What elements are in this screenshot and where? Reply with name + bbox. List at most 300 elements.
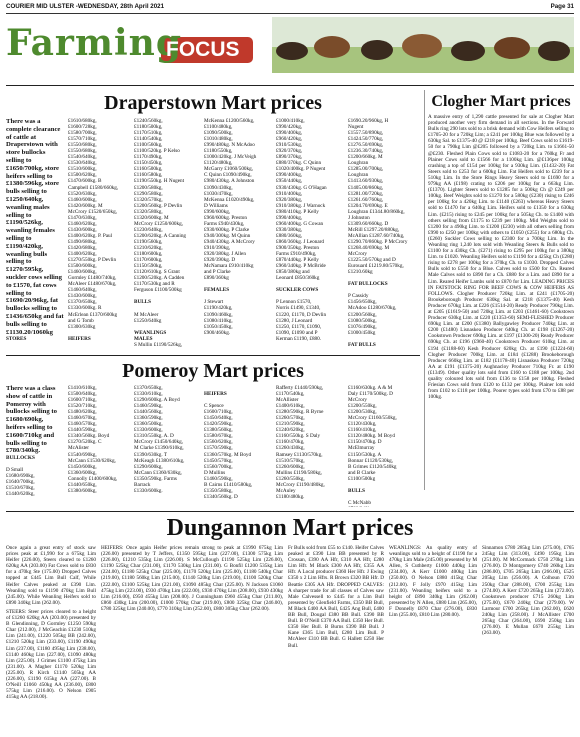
price-line: McAdoo £1280/670kg, — [348, 305, 397, 312]
price-line: £940/430kg. A McCrory — [204, 238, 255, 245]
dungannon-title: Dungannon Mart prices — [166, 515, 414, 541]
price-line: £1309.60/660kg. D — [348, 220, 389, 227]
price-line: B Cairns £1410/580kg, — [204, 481, 253, 488]
price-line: £990/480kg. N McAdoo — [204, 142, 255, 149]
price-line: £1000/420kg. J McVeigh — [204, 154, 257, 161]
price-line: C Quinn £1090/490kg, — [204, 172, 252, 179]
price-line: £910/400kg, — [276, 190, 303, 197]
masthead — [0, 17, 580, 77]
price-line: £950/440kg, — [276, 178, 303, 185]
price-line: £1090/460kg, — [204, 311, 233, 318]
clogher-body: A massive entry of 1,290 cattle presented for sale at Clogher Mart produced another very firm demand in all sections. In the Forward Bulls ring 290 lots sold to a brisk demand with Cow Heifers selling to £1705-20 for a 720kg Lim; a £241 per 100kg Blue was followed by a 630kg Sal. to £1375-40 @ £218 per 100kg. Beef Cows sold to £1619-50 for a 790kg Lim @£205 followed by a 720kg Lim. to £1661-50 @£230. Fleshed Plain Cows sold to £1083-20 for a 760kg Fr and Plainer Cows sold to £1566 for a 1100kg Lim. @£136per 100kg crashing a top of £154 per 100kg for a 930kg Lim. (£1432-20) Fat Steers sold to £253 for a 600kg Lim. Fat Heifers sold to £239 for a 510kg Lim. In the Store Rings Heavy Steers sold to £1690 for a 979kg AA (£198) crating to £206 per 100kg for a 663kg Lim. (£1370). Lighter Steers sold to £1285 for a 500kg Ch @ £249 per 100kg. Beef Weights sold to £1270 for a 580kg (£230) rising to £246 per 100kg for a 420kg Lim. to £1140 (£263) whereas Heavy Steers sold to £1470 for a 640kg Lim. Heifers sold to £1350 for a 630kg Lim. (£215) rising to £245 per 100kg for a 505kg Ch. to £1400 with others selling from £1175 to £239 per 100kg. Mid Weights sold to £1200 for a 490kg Lim. to £1200 (£230) with all others selling from £990 to £250 per 100kg with others to £1050 (£255) for a 680kg Ch. (£260) Suckler Cows selling to £2300 for a 700kg Lim. In the Weanling ring 1,240 lots sold with Weanling Steers & Bulls sold to £1100 for a 430kg Ch. (£271) rising to £295 per 100kg for a 380kg Lim. to £1020. Weanling Heifers sold to £1190 for a 425kg Ch (£280) rising to £278 per 100kg for a 370kg Ch. to £1030. Dropped Calves Bulls sold to £550 for a Blue. Calves sold to £500 for Ch. Reared Male Calves sold to £890 for a Ch. £880 for a Lim. and £890 for a Lim. Reared Heifer Lambs sold to £870 for Lim. LEADING PRICES IN FATSTOCK RING FOR BEEF COWS & COW HEIFERS AS FOLLOWS. Clogher Producer 720kg Lim. at £241 (£1705-20) Brookeborough Producer 630kg Sal. at £218 (£1375-40) Kesh Producer 670kg Lim. at £226 (£1514-20) Ready Producer 790kg Lim. at £205 (£1619-50) and 720kg Lim. at £203 (£1461-60) Cookstown Producer 630kg Lim. at £220 (£1353-60) SEMI-FLESHED Producer 690kg Lim. at £200 (£1380) Ballygawley Producer 740kg Lim. at £200 (£1480) Lisnaskea Producer 640kg Ch. at £198 (£1267-20) Cookstown Producer 690kg Lim. at £197 (£1300-20) Ready Producer 690kg Ch. at £196 (£960-40) Cookstown Producer 610kg Lim. at £194 (£1188-60) Kesh Producer 620kg Ch. at £190 (£1224-60) Clogher Producer 700kg Lim. at £184 (£1288) Brookeborough Producer 660kg Lim. at £182 (£1178-40) Lisnaskea Producer 720kg AA at £191 (£1375-20) Aughnacloy Producer 710kg Fr. at £190 (£1349). Other quality lots sold from £160 to £188 per 100kg. 2nd quality coloured lots sold from £136 to £158 per 100kg. Fleshed Friesian Cows sold from £120 to £132 per 100kg. Plainer lots sold from £102 to £118 per 100kg. Poorer types sold from £70 to £88 per 100kg. — [428, 114, 574, 401]
price-line: £1290/600kg. A Boyd — [134, 397, 180, 404]
price-line: £1440/650kg, — [68, 481, 97, 488]
price-line: £1120/610kg. S Grant — [134, 269, 180, 276]
farming-word: Farming — [6, 22, 182, 64]
price-line: £1400/620kg. P. Paul — [68, 232, 113, 239]
price-line: £1360/570kg. M Boyd — [204, 451, 252, 458]
price-line: £1330/600kg. R — [68, 305, 102, 312]
cow-4 — [402, 34, 442, 58]
price-line: D Small — [6, 467, 24, 474]
price-line: £1680/690kg, — [6, 473, 35, 480]
pomeroy-intro: There was a class show of cattle in Pomeroy with bullocks selling to £1680/690kg, heifers selling to £1600/710kg and bulls selling to £780/340kg. — [6, 385, 57, 455]
price-line: £1190/560kg, — [134, 238, 163, 245]
dungannon-intro: Once again a great entry of stock saw prices peak at £1,990 for a 675kg Lim Heifer (226.00), Steers cleared to £1260 620kg AA (203.00) Fat Cows sold to £830 for a 470kg Ste (175.00) Dropped Calves topped at £445 Lim Bull Calf, While Heifer Calves peaked at £390 Lim. Weanling sold to £1190 470kg Lim Bull (245.00). While Weanling Heifers sold to £890 340kg Lim (262.00). — [6, 545, 96, 606]
price-line: Barrack — [134, 481, 151, 488]
price-line: McAuley — [276, 487, 296, 494]
price-line: £1460/640kg, — [68, 287, 97, 294]
dungannon-weanlings-cont: Sinnamon £780 285kg Lim (275.00), £765 245kg Lim (313.00), £490 195kg Lim (251.00). M McCormack £750 270kg Lim (276.00). D Montgomery £740 260kg Lim (286.00), £705 265kg Lim (266.00), £525 205kg Lim (256.00). A Colhoun £720 250kg Char (288.00), £700 255kg Lim (274.00). A Kerr £720 265kg Lim (272.00). Cookstown producer £715 260kg Lim (275.00), £670 240kg Char (279.00). W Larmour £700 265kg Lim (262.00), £620 240kg Lim (258.00). J McAllister £700 265kg Char (264.00), £690 250kg Lim (276.00). E Mullan £670 255kg Lim (263.00). — [482, 545, 574, 637]
draperstown-col-6 — [348, 118, 420, 348]
price-line: B Grimes £1120/540kg — [348, 463, 397, 470]
price-line: £1120/480kg, — [204, 160, 233, 167]
price-line: £1360/590kg, — [134, 415, 163, 422]
price-line: £1610/680kg, — [68, 118, 97, 124]
price-line: £1370/650kg, — [134, 385, 163, 391]
price-line: £1470/630kg, — [68, 214, 97, 221]
price-line: Ferguson £1100/500kg — [134, 287, 182, 294]
price-line: £1320/600kg. M — [134, 214, 169, 221]
price-line: £1460/620kg, — [68, 220, 97, 227]
price-line: £1510/570kg, — [276, 457, 305, 464]
price-line: £1500/640kg, — [68, 391, 97, 398]
price-line: £1210/590kg, — [276, 421, 305, 428]
price-line: £1560/700kg, — [204, 463, 233, 470]
price-line: £1180/480kg. — [276, 493, 305, 500]
cow-5 — [451, 41, 485, 61]
price-line: £930/430kg. G O'Hagan — [276, 184, 327, 191]
price-line: £1420/680kg, — [68, 244, 97, 251]
price-line: McKeagh £1380/610kg, — [134, 457, 185, 464]
pomeroy-col-4 — [204, 385, 272, 507]
dungannon-col-1 — [6, 545, 96, 733]
price-line: McCrory £1450/640kg, — [134, 439, 183, 446]
price-line: £1360/500kg, — [134, 421, 163, 428]
price-line: Bonnar £1120/530kg, — [348, 457, 394, 464]
price-line: Norris £1490, £1340, — [276, 305, 321, 312]
price-line — [348, 506, 420, 507]
price-line: £1530/640kg, — [68, 160, 97, 167]
price-line: McElmurray — [348, 445, 375, 452]
price-line: £900/350kg. Preston — [276, 244, 319, 251]
price-line: M Clarke £1390/610kg, — [134, 445, 184, 452]
price-line: £910/390kg, — [204, 244, 231, 251]
focus-text: FOCUS — [166, 38, 240, 61]
price-line: £1100/560kg, — [134, 142, 163, 149]
price-line: McKenna £1020/490kg, — [204, 196, 255, 203]
price-line: and B Clarke — [348, 469, 376, 476]
price-line: FAT BULLS — [348, 341, 376, 348]
price-line: McAlister — [68, 445, 90, 452]
price-line: £1520/630kg, — [68, 190, 97, 197]
clogher-title: Clogher Mart prices — [431, 93, 571, 110]
price-line: £1500/600kg, — [68, 263, 97, 270]
price-line: £1280, J Leonard — [276, 317, 313, 324]
price-line: £960/340kg. P McBride — [276, 263, 326, 270]
price-line: £1150/530kg. A — [348, 451, 382, 458]
price-line: £1420/590kg, — [204, 421, 233, 428]
price-line: £1640/700kg, — [6, 479, 35, 486]
price-line: BULLS — [348, 487, 366, 494]
price-line: £1320/570kg, — [134, 196, 163, 203]
price-line: £870/440kg. P Kelly — [276, 257, 319, 264]
price-line: £1010/480kg, — [204, 136, 233, 143]
price-line: £1190/550kg. H Nugent — [134, 178, 185, 185]
price-line: £1160/500kg, — [134, 166, 163, 173]
price-line: £990/400kg, — [276, 172, 303, 179]
price-line: Connolly £1400/600kg, — [68, 475, 118, 482]
dungannon-steers: STEERS: Steer prices cleared to a height of £1260 620kg AA (203.00) presented by B Glendinning, D Gormley £1250 590kg Char (212.00), J McGeachin £1230 510kg Lim (241.00), £1220 505kg BB (242.00), £1210 520kg Lim (233.00), £1190 490kg Lim (237.00), £1180 495kg Lim (238.00), £1140 460kg Lim (227.00), £1090 480kg Lim (225.00). J Grimes £1100 475kg Lim (231.00). A Magher £1170 520kg Lim (225.00). R Kirch £1140 505kg AA (226.00), £1190 615kg AA (227.00). B O'Neill £1060 450kg AA (236.00), £800 575kg Lim (216.00). O Nelson £905 415kg AA (218.00). — [6, 608, 96, 701]
price-line: £1430/600kg, — [68, 226, 97, 233]
price-line — [6, 342, 64, 348]
price-line: £1520/710kg, — [68, 403, 97, 410]
price-line: £960/420kg, — [276, 136, 303, 143]
price-line: £880/360kg, — [276, 232, 303, 239]
price-line: £1424.50/770kg, — [348, 136, 384, 143]
price-line: £1170/600kg, — [134, 257, 163, 264]
price-line: £1100/500kg — [348, 475, 376, 482]
price-line: £1160/630kg. A & M — [348, 385, 393, 391]
price-line: £1261.60/760kg, — [348, 196, 384, 203]
cow-3 — [361, 40, 393, 60]
pomeroy-col-6 — [348, 385, 420, 507]
price-line: £1600/728kg, — [68, 124, 97, 131]
price-line: £1200/560kg. P Devlin — [134, 202, 183, 209]
header-right: Page 31 — [550, 3, 574, 10]
price-line: McCann £1530/620kg, — [68, 457, 116, 464]
price-line: Farms £910/490kg, — [276, 251, 317, 258]
price-line: £1570/590kg, — [204, 445, 233, 452]
price-line: £1580/700kg, — [68, 130, 97, 137]
price-line: McCann £1360/630kg, — [134, 469, 182, 476]
price-line: P Lennon £1570, — [276, 299, 312, 306]
price-line: £910/380kg. J Warnock — [276, 202, 326, 209]
price-line: McCrory £1160/550kg, — [348, 415, 397, 422]
price-line: £1090/430kg, — [204, 184, 233, 191]
price-line: £1200/550kg, — [348, 403, 377, 410]
price-line: £1370/650kg, — [68, 299, 97, 306]
price-line: Campbell £1580/660kg, — [68, 184, 119, 191]
draperstown-col1-list — [6, 336, 64, 348]
cow-7 — [538, 41, 570, 61]
price-line: £1400/610kg, — [276, 403, 305, 410]
price-line: £1020/400kg. P Nugent — [276, 166, 326, 173]
price-line: £1100/480kg, — [204, 124, 233, 131]
price-line: £1450/640kg, — [204, 415, 233, 422]
price-line: £1240/620kg, — [276, 427, 305, 434]
price-line: £990/420kg, — [276, 124, 303, 131]
price-line: HEIFERS — [204, 391, 227, 398]
price-line: Loughran £1344.80/860kg, — [348, 208, 405, 215]
price-line: Gormley £1480/740kg, — [68, 275, 117, 282]
price-line: £1260/600kg, — [276, 463, 305, 470]
price-line: £1540/640kg, — [68, 154, 97, 161]
price-line: £990/600kg, — [204, 208, 231, 215]
price-line: £1180/600kg, — [134, 251, 163, 258]
dungannon-weanlings: WEANLINGS: An quality entry of weanlings sold to a height of £1190 for a 470kg Lim Male (245.00) presented by M Allen, S Cuthberty £1000 440kg Lim (234.00), A Kerr £1000 400kg Lim (250.00). O Nelson £880 415kg Char (212.00). F Jolly £970 415kg Lim (231.00). Weanling heifers sold to a height of £890 340kg Lim (262.00) presented by N Allen, £880 Lim (265.00), F Donnelly £870 Char (276.00), £830 Lim (255.00), £810 Lim (280.00). — [389, 545, 477, 619]
price-line: £1390/630kg. T — [134, 451, 168, 458]
price-line: £1460/590kg, — [204, 475, 233, 482]
price-line: Leonard £850/360kg — [276, 275, 320, 282]
price-line: £1210/620kg, — [134, 244, 163, 251]
pomeroy-col-2 — [68, 385, 130, 507]
price-line: McAllian £1287.60/740kg, — [348, 232, 405, 239]
price-line: £1236.30/740kg, — [348, 148, 384, 155]
price-line: £1200/580kg, — [134, 184, 163, 191]
price-line: £930/380kg, — [276, 226, 303, 233]
cow-1 — [276, 42, 308, 60]
price-line: £960/400kg. G Cowan — [276, 220, 324, 227]
price-line: £910/530kg, — [276, 142, 303, 149]
cow-2 — [314, 36, 350, 58]
cow-6 — [494, 37, 530, 59]
price-line: £1570/710kg, — [68, 136, 97, 143]
price-line: £1180/500kg, — [134, 124, 163, 131]
price-line: £1280/590kg. R Byrne — [276, 409, 324, 416]
clogher-separator — [424, 90, 425, 490]
price-line: £1600/710kg, — [68, 397, 97, 404]
price-line: Nugent — [348, 124, 364, 131]
pomeroy-col-5 — [276, 385, 344, 507]
price-line: £1120/430kg, — [348, 421, 377, 428]
divider-1 — [6, 85, 574, 86]
price-line: Rafferty £1440/590kg, — [276, 385, 324, 391]
price-line: £1140/540kg, — [134, 136, 163, 143]
price-line: £1405.00/860kg, — [348, 184, 384, 191]
price-line: £880/370kg. C Quinn — [276, 160, 322, 167]
price-line: £1160/470kg, — [276, 439, 305, 446]
price-line: McCrory — [348, 251, 368, 258]
price-line: McCrory — [348, 397, 368, 404]
price-line: £1260/550kg, — [276, 475, 305, 482]
price-line: STORES — [6, 336, 27, 343]
price-line: £1350/580kg, — [204, 487, 233, 494]
price-line: P Cassidy — [348, 293, 369, 300]
price-line: McRill £1297.20/880kg, — [348, 226, 400, 233]
price-line: £1260/570kg, — [276, 415, 305, 422]
price-line: Loughran — [348, 160, 369, 167]
price-line: £1420/600kg. M — [68, 202, 103, 209]
price-line: £1080/410kg, — [204, 317, 233, 324]
price-line: £1450/600kg, — [68, 463, 97, 470]
draperstown-col-4 — [204, 118, 272, 348]
price-line: McCrory £1190/480kg, — [276, 481, 325, 488]
price-line: £1220, £1170, D Devlin — [276, 311, 327, 318]
price-line: FEMALES — [204, 287, 230, 294]
price-line: £1460/570kg, — [68, 421, 97, 428]
price-line: C Spence — [204, 403, 224, 410]
draperstown-col-1 — [6, 118, 64, 348]
price-line: £1440/560kg, — [134, 409, 163, 416]
price-line: MALES — [134, 335, 153, 342]
price-line: £1690.20/960kg, H — [348, 118, 389, 124]
price-line: £1330/600kg, — [134, 427, 163, 434]
price-line: £1250/640kg — [134, 317, 162, 324]
price-line: McGarry £1060/500kg, — [204, 166, 253, 173]
draperstown-intro: There was a complete clearance of cattle at Draperstown with store bullocks selling to £1650/700kg, store heifers selling to £1380/596kg, store bulls selling to £1250/640kg, weanling males selling to £1190/526kg, weanling females selling to £1190/420kg, weanling bulls selling to £1270/595kg, suckler cows selling to £1570, fat cows selling to £1690/20/96kg, fat bullocks selling to £1436/650kg and fat bulls selling to £1130.20/1060kg — [6, 118, 64, 336]
price-line: £1310/550kg. A. D — [134, 433, 174, 440]
price-line: £1240/560kg, — [134, 118, 163, 124]
price-line: £960/600kg. Preston — [204, 214, 247, 221]
price-line: £850/380kg and — [276, 269, 310, 276]
price-line: D Williams — [204, 202, 228, 209]
price-line: £890/370kg, — [276, 154, 303, 161]
price-line: J Johnston — [348, 214, 370, 221]
draperstown-col-5 — [276, 118, 344, 348]
price-line: £1200/530kg, — [348, 409, 377, 416]
price-line: £1190/420kg, — [204, 305, 233, 312]
price-line: £1456/650kg, — [348, 299, 377, 306]
pomeroy-col-3 — [134, 385, 200, 507]
price-line: £1320/580kg, — [134, 208, 163, 215]
price-line: £1510/670kg, — [6, 485, 35, 492]
price-line: £1276.50/690kg, — [348, 142, 384, 149]
price-line: £1270/550kg. P Devlin — [68, 257, 117, 264]
price-line: £1000/410kg, — [276, 118, 305, 124]
price-line: Daly £1170/500kg. D — [348, 391, 393, 398]
price-line: £1120/480kg. M Boyd — [348, 433, 395, 440]
price-line: McCrory £1520/650kg, — [68, 208, 117, 215]
price-line: £1470/600kg. B — [68, 178, 102, 185]
dungannon-heifers: HEIFERS: Once again Heifer prices remain strong to peak at £1990 675kg Lim (226.00) presented by T Jeffers, £1350 595kg Lim (227.00), £1300 575kg Lim (226.00), £1210 535kg Lim (226.00). S McCullough £1190 525kg Lim (226.00), £1190 525kg Char (231.00), £1170 530kg Lim (231.00). G Bonfil £1200 535kg Lim (224.00), £1180 525kg Char (225.00), £1170 520kg Lim (225.00), £1180 540kg Char (219.00), £1180 560kg Lim (215.00), £1140 520kg Lim (219.00), £1100 520kg Char (222.00), £1100 525kg Lim (221.00), £1090 485kg Char (225.00). N Jackson £1060 475kg Lim (223.00), £930 470kg Lim (222.00), £930 470kg Lim (208.00), £930 430kg Lim (216.00), £950 455kg Lim (208.00). J Cunningham £960 455kg Char (211.00), £860 430kg Lim (200.00), £1000 570kg Char (219.00), £800 325kg Char (246.00), £780 325kg Lim (240.00), £770 310kg Lim (252.00), £800 305kg Char (262.00). — [101, 545, 283, 612]
focus-word — [161, 37, 245, 63]
price-line: £1500/620kg, — [68, 172, 97, 179]
draperstown-col-3 — [134, 118, 200, 348]
dungannon-col-2 — [101, 545, 283, 733]
price-line: McKenna £1200/560kg, — [204, 118, 255, 124]
price-line: £1160/550kg. S Daly — [276, 433, 321, 440]
price-line: £1540/690kg, — [68, 451, 97, 458]
price-line: £920/370kg, — [276, 148, 303, 155]
price-line: £920/380kg. J Allen — [204, 251, 246, 258]
pomeroy-title: Pomeroy Mart prices — [122, 360, 304, 382]
price-line: £1150/450kg, — [134, 160, 163, 167]
price-line: £1350/590kg. Farms — [134, 475, 177, 482]
price-line: £1460/590kg, — [134, 403, 163, 410]
price-line: M McAleer — [134, 311, 159, 318]
price-line: Mullins £1190/580kg, — [276, 469, 322, 476]
price-line: £1250, £1170, £1090, — [276, 323, 322, 330]
price-line: £980/430kg. A Johnston — [204, 178, 255, 185]
price-line: £1290/580kg, — [134, 190, 163, 197]
price-line: £1430/600kg, — [68, 293, 97, 300]
price-line: £1290/600kg, — [134, 463, 163, 470]
divider-3 — [6, 511, 574, 512]
header-left: COURIER MID ULSTER -WEDNESDAY, 28th April 2021 — [6, 3, 165, 10]
price-line: £1230/640kg, — [134, 226, 163, 233]
price-line: £1330/610kg, — [134, 391, 163, 398]
price-line: £980/410kg. P Kelly — [276, 208, 319, 215]
price-line: £860/360kg. J Leonard — [276, 238, 324, 245]
price-line: £1550/680kg, — [68, 142, 97, 149]
dungannon-col-4 — [389, 545, 477, 733]
price-line: £1170/540kg, — [276, 391, 305, 398]
price-line: £1460/600kg, — [68, 196, 97, 203]
price-line: Ramsey £1130/570kg, — [276, 451, 323, 458]
price-line: £1200/520kg. A Cadden — [134, 275, 185, 282]
price-line: £1090/500kg, — [204, 130, 233, 137]
price-line: £1360/600kg, — [68, 469, 97, 476]
price-line: SUCKLER COWS — [276, 287, 319, 294]
price-line: Farms £940/430kg, — [204, 220, 245, 227]
price-line: £1200/620kg. A Canning — [134, 232, 187, 239]
price-line: £1170/530kg and R — [134, 281, 175, 288]
price-line: £1100/520kg. P Kelso — [134, 148, 180, 155]
price-line: FAT BULLOCKS — [348, 281, 388, 288]
price-line: BULLS — [134, 299, 152, 306]
dungannon-col-3 — [288, 545, 384, 733]
price-line: £1204.70/690kg. E — [348, 202, 388, 209]
price-line: £920/380kg, — [276, 196, 303, 203]
draperstown-col-2 — [68, 118, 130, 348]
price-line: £900/460kg. — [204, 329, 231, 336]
price-line: £1440/620kg, — [6, 491, 35, 498]
price-line: £1490/680kg, — [68, 238, 97, 245]
price-line: £990/400kg, — [276, 130, 303, 137]
cattle-photo — [272, 17, 574, 73]
price-line: McCrory £1250/600kg, — [134, 220, 183, 227]
price-line: £1450/570kg, — [204, 457, 233, 464]
price-line: £920/390kg. D — [204, 257, 236, 264]
price-line: Kerman £1190, £880. — [276, 335, 322, 342]
price-line: £1300/630kg — [68, 323, 96, 330]
price-line: £1340/560kg. D — [204, 493, 238, 500]
price-line: C McNabb — [348, 499, 371, 506]
price-line: £1290.70/860kg. P McCrory — [348, 238, 408, 245]
price-line: £1080/500kg, — [348, 317, 377, 324]
price-line: £890/360kg — [204, 275, 229, 282]
price-line: £1160/410kg, — [348, 427, 377, 434]
price-line: £1210.60kg — [348, 269, 373, 276]
pomeroy-col1-list — [6, 455, 64, 497]
price-line: J Stewart — [204, 299, 224, 306]
price-line: Eurouard £1219.80/570kg, — [348, 263, 404, 270]
price-line: Loughran — [348, 172, 369, 179]
price-line: £1076/490kg, — [348, 323, 377, 330]
price-line: £1550/680kg, — [68, 148, 97, 155]
price-line: £1580/670kg, — [204, 433, 233, 440]
dungannon-calves: Fr Bulls sold from £55 to £140. Heifer Calves peaked at £390 Lim BB presented by R Crossan, £390 AA Hfr, £310 AA Hfr, £280 Lim Hfr. M Black £300 AA Hfr, £355 AA Hfr. A Local producer £360 Her Hfr. J Ewing £350 x 2 Lim Hfrs. R Brown £320 BB Hfr. D Beattie £305 AA Hfr. DROPPED CALVES: A sharper trade for all classes of Calves saw Male Calvessell to £445 for a Lim Bull presented by Glenfield Farms, £350 BB Bull, M Black £400 AA Bull, £425 Ang Bull, £400 BB Bull, Dougal £380 BB Bull. £390 BB Bull. B O'Neill £370 AA Bull. £350 Her Bull. £350 Her Bull. B Burns £390 BB Bull. J Kane £365 Lim Bull, £280 Lim Bull. P McAleer £310 BB Bull. G Hallett £250 Her Bull. — [288, 545, 384, 649]
price-line: McNamara £910/410kg — [204, 263, 254, 270]
price-line: BULLOCKS — [6, 455, 35, 462]
price-line: £940/300kg. M Quinn — [204, 232, 251, 239]
price-line: £1200/560kg, — [348, 311, 377, 318]
page-header — [6, 3, 574, 14]
price-line: £990/400kg, — [276, 214, 303, 221]
price-line: £1050/450kg, — [204, 323, 233, 330]
price-line: McAleer £1480/670kg, — [68, 281, 117, 288]
price-line: and P Clarke — [204, 269, 231, 276]
price-line: and G Tomb — [68, 317, 94, 324]
draperstown-title: Draperstown Mart prices — [104, 92, 322, 114]
price-line: £1340/560kg. Boyd — [68, 433, 110, 440]
price-line: £1281.00/720kg, — [348, 190, 384, 197]
price-line: £1225.50/570kg and D — [348, 257, 396, 264]
price-line: £1160/580kg, — [134, 172, 163, 179]
price-line: McAllister — [276, 397, 299, 404]
price-line: £1510/600kg, — [68, 166, 97, 173]
pomeroy-col-1 — [6, 385, 64, 507]
price-line: £1200/660kg. M — [348, 154, 383, 161]
price-line: £1460/670kg, — [68, 415, 97, 422]
price-line: S Mullin £1190/526kg, — [134, 341, 183, 348]
price-line: £1400/620kg, — [68, 251, 97, 258]
price-line: £1380/560kg, — [204, 427, 233, 434]
price-line: £1480/620kg, — [68, 409, 97, 416]
price-line: WEANLINGS — [134, 329, 167, 336]
price-line: £1268.40/690kg. M — [348, 244, 390, 251]
price-line: £1260/430kg, — [276, 445, 305, 452]
